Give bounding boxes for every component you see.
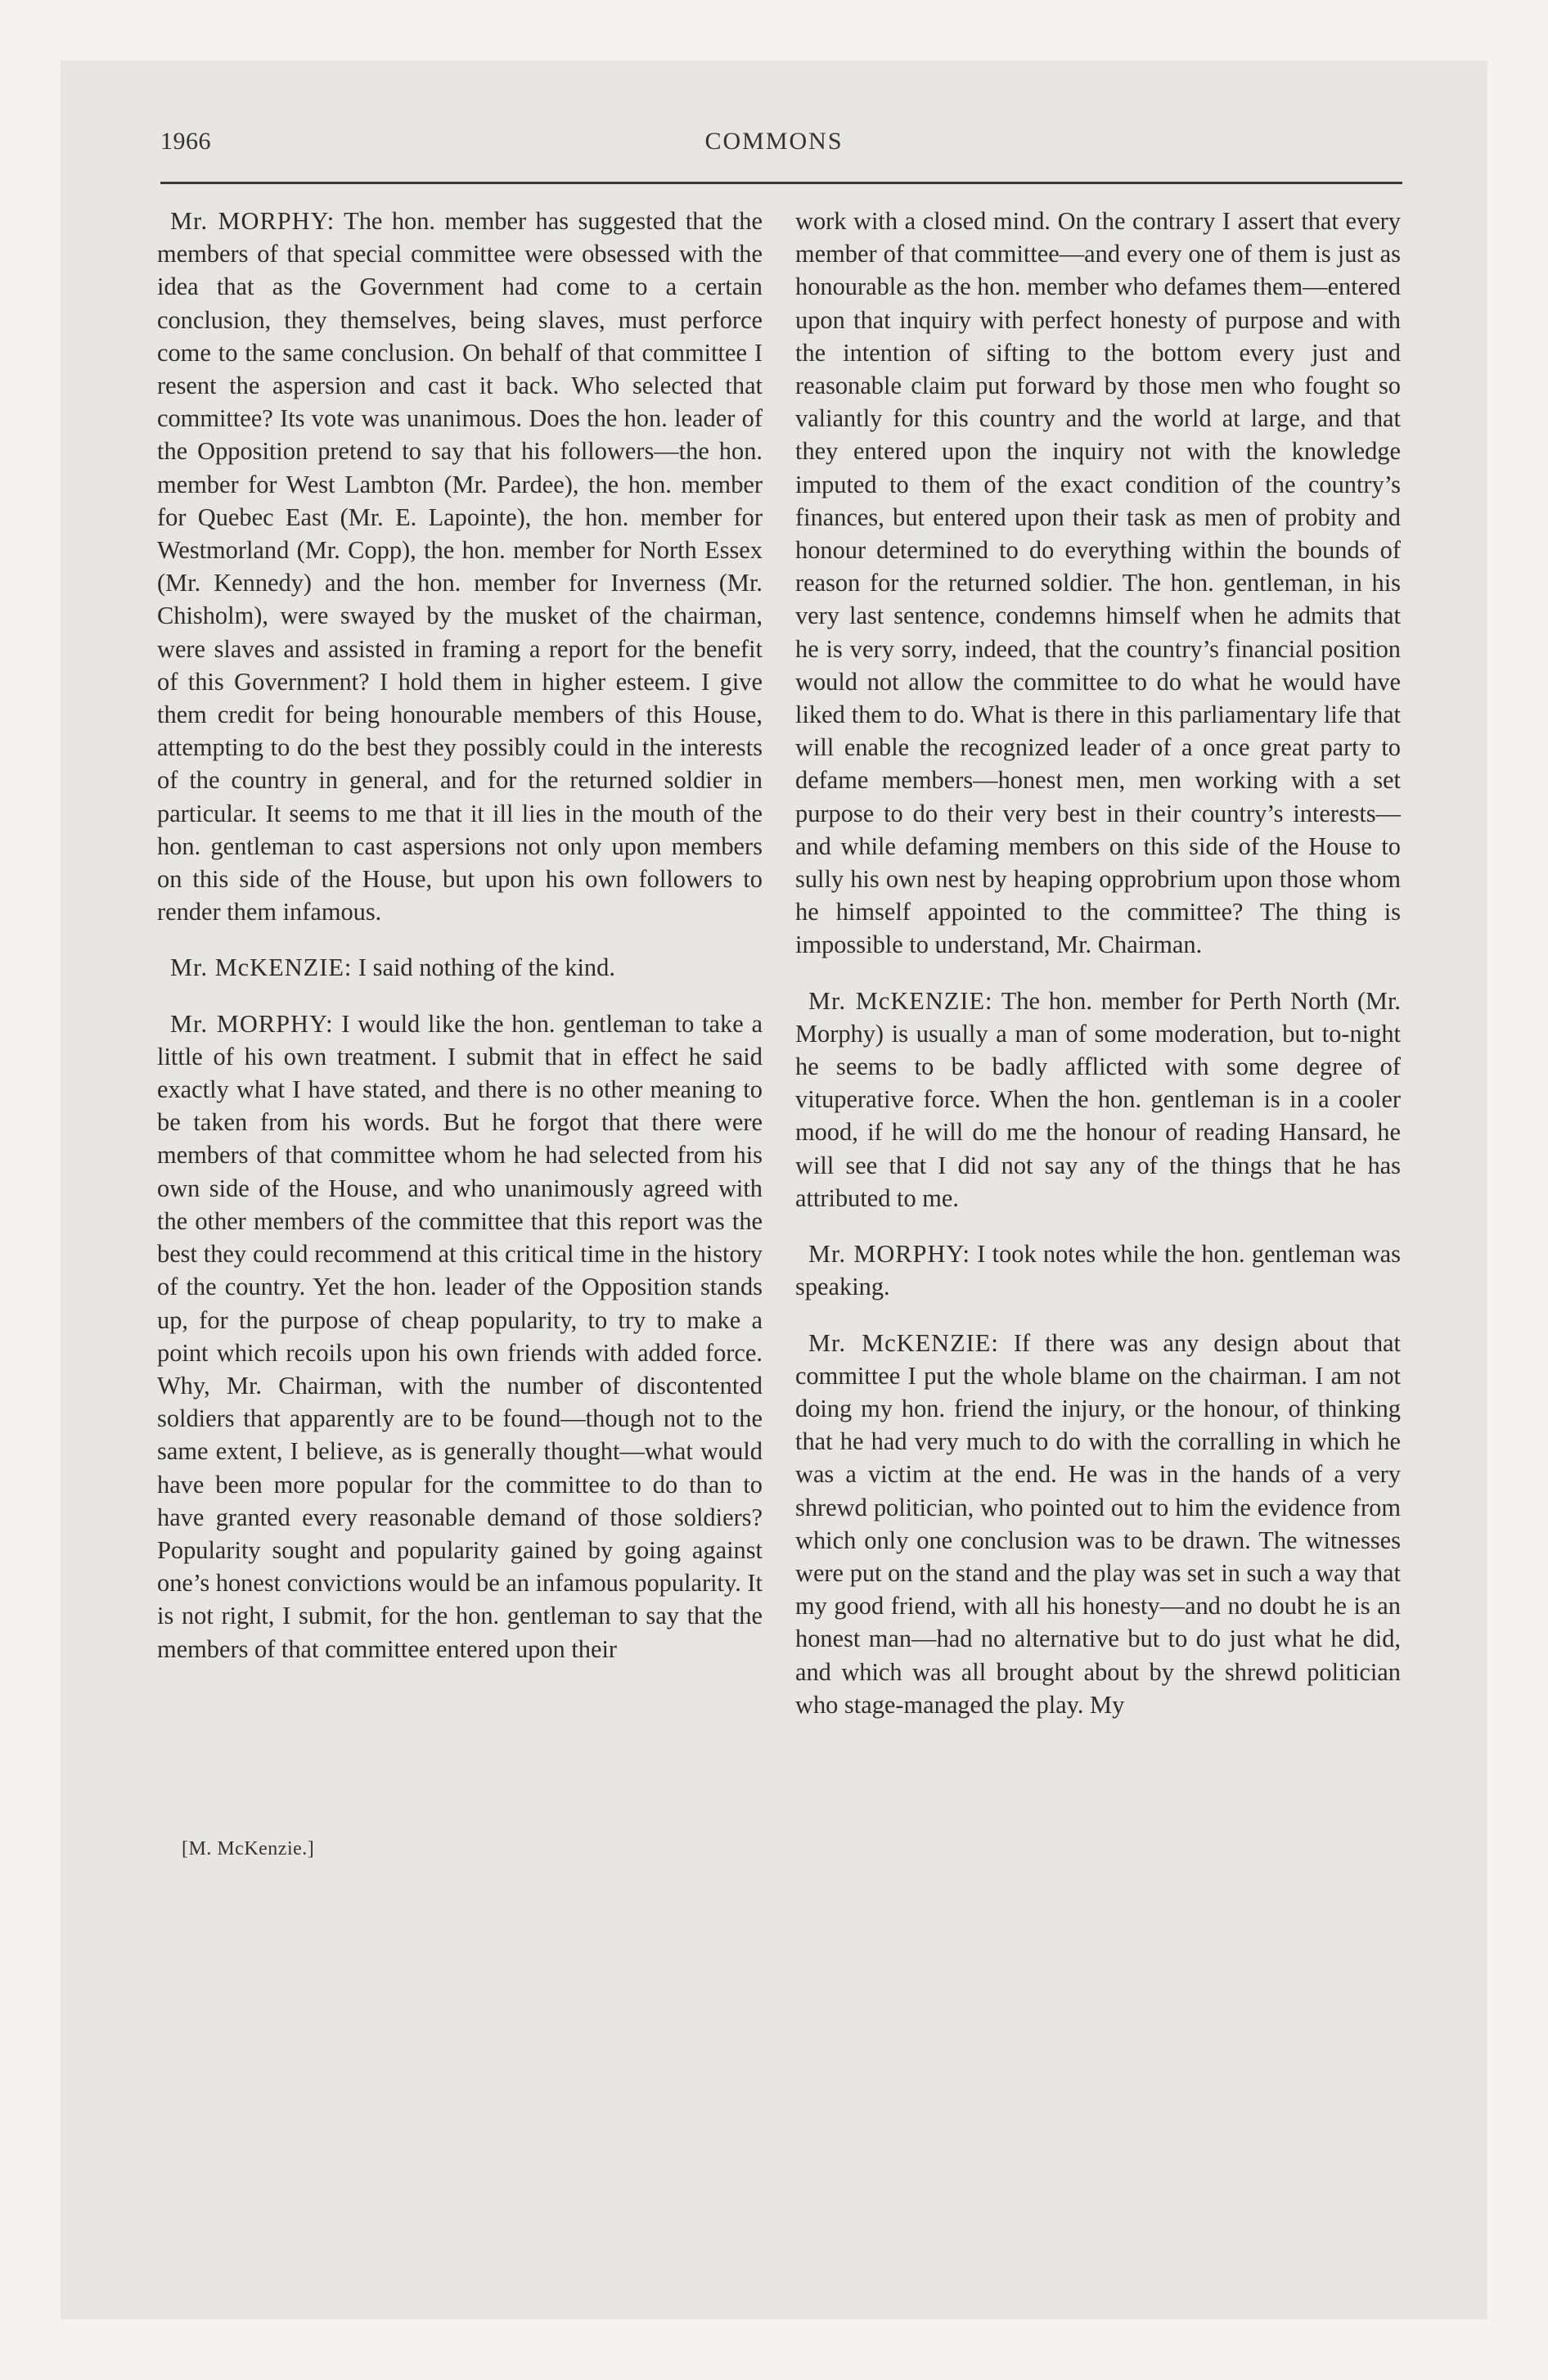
paragraph [795, 1327, 1401, 1721]
speech-text: work with a closed mind. On the contrary I assert that every member of that committee—and every one of them is just as honourable as the hon. member who defames them—entered upon that inquiry with perfect honesty of purpose and with the intention of sifting to the bottom every just and reasonable claim put forward by those men who fought so valiantly for this country and the world at large, and that they entered upon the inquiry not with the knowledge imputed to them of the exact condition of the country’s finances, but entered upon their task as men of probity and honour determined to do everything within the bounds of reason for the returned soldier. The hon. gentleman, in his very last sentence, condemns himself when he admits that he is very sorry, indeed, that the country’s financial position would not allow the committee to do what he would have liked them to do. What is there in this parliamentary life that will enable the recognized leader of a once great party to defame members—honest men, men working with a set purpose to do their very best in their country’s interests—and while defaming members on this side of the House to sully his own nest by heaping opprobrium upon those whom he himself appointed to the committee? The thing is impossible to understand, Mr. Chairman. [795, 207, 1401, 959]
paragraph [157, 1007, 763, 1666]
paragraph-continued [795, 205, 1401, 962]
header-rule [160, 182, 1402, 184]
speech-text: The hon. member has suggested that the members of that special committee were obsessed with the idea that as the Government had come to a certain conclusion, they themselves, being slaves, must perforce come to the same conclusion. On behalf of that committee I resent the aspersion and cast it back. Who selected that committee? Its vote was unanimous. Does the hon. leader of the Opposition pretend to say that his followers—the hon. member for West Lambton (Mr. Pardee), the hon. member for Quebec East (Mr. E. Lapointe), the hon. member for Westmorland (Mr. Copp), the hon. member for North Essex (Mr. Kennedy) and the hon. member for Inverness (Mr. Chisholm), were swayed by the musket of the chairman, were slaves and assisted in framing a report for the benefit of this Government? I hold them in higher esteem. I give them credit for being honourable members of this House, attempting to do the best they possibly could in the interests of the country in general, and for the returned soldier in particular. It seems to me that it ill lies in the mouth of the hon. gentleman to cast aspersions not only upon members on this side of the House, but upon his own followers to render them infamous. [157, 207, 763, 926]
speaker-name: Mr. MORPHY: [808, 1240, 971, 1269]
speaker-name: Mr. MORPHY: [170, 207, 335, 235]
speaker-name: Mr. McKENZIE: [808, 986, 993, 1015]
left-column [157, 205, 763, 1688]
speech-text: I said nothing of the kind. [352, 953, 615, 982]
paragraph [795, 985, 1401, 1215]
speaker-name: Mr. McKENZIE: [808, 1328, 999, 1357]
speech-text: I took notes while the hon. gentleman was speaking. [795, 1240, 1401, 1301]
running-head: COMMONS [704, 128, 844, 155]
speaker-name: Mr. McKENZIE: [170, 953, 353, 982]
paragraph [157, 205, 763, 928]
speech-text: If there was any design about that committee I put the whole blame on the chairman. I am not doing my hon. friend the injury, or the honour, of thinking that he had very much to do with the corralling in which he was a victim at the end. He was in the hands of a very shrewd politician, who pointed out to him the evidence from which only one conclusion was to be drawn. The witnesses were put on the stand and the play was set in such a way that my good friend, with all his honesty—and no doubt he is an honest man—had no alternative but to do just what he did, and which was all brought about by the shrewd politician who stage-managed the play. My [795, 1328, 1401, 1719]
speech-text: The hon. member for Perth North (Mr. Morphy) is usually a man of some moderation, but to-night he seems to be badly afflicted with some degree of vituperative force. When the hon. gentleman is in a cooler mood, if he will do me the honour of reading Hansard, he will see that I did not say any of the things that he has attributed to me. [795, 986, 1401, 1212]
right-column [795, 205, 1401, 1744]
paragraph [795, 1237, 1401, 1303]
speaker-footnote: [M. McKenzie.] [182, 1838, 315, 1859]
page-number: 1966 [160, 128, 211, 155]
paragraph [157, 951, 763, 984]
speech-text: I would like the hon. gentleman to take a little of his own treatment. I submit that in effect he said exactly what I have stated, and there is no other meaning to be taken from his words. But he forgot that there were members of that committee whom he had selected from his own side of the House, and who unanimously agreed with the other members of the committee that this report was the best they could recommend at this critical time in the history of the country. Yet the hon. leader of the Opposition stands up, for the purpose of cheap popularity, to try to make a point which recoils upon his own friends with added force. Why, Mr. Chairman, with the number of discontented soldiers that apparently are to be found—though not to the same extent, I believe, as is generally thought—what would have been more popular for the committee to do than to have granted every reasonable demand of those soldiers? Popularity sought and popularity gained by going against one’s honest convictions would be an infamous popularity. It is not right, I submit, for the hon. gentleman to say that the members of that committee entered upon their [157, 1009, 763, 1663]
speaker-name: Mr. MORPHY: [170, 1009, 334, 1038]
